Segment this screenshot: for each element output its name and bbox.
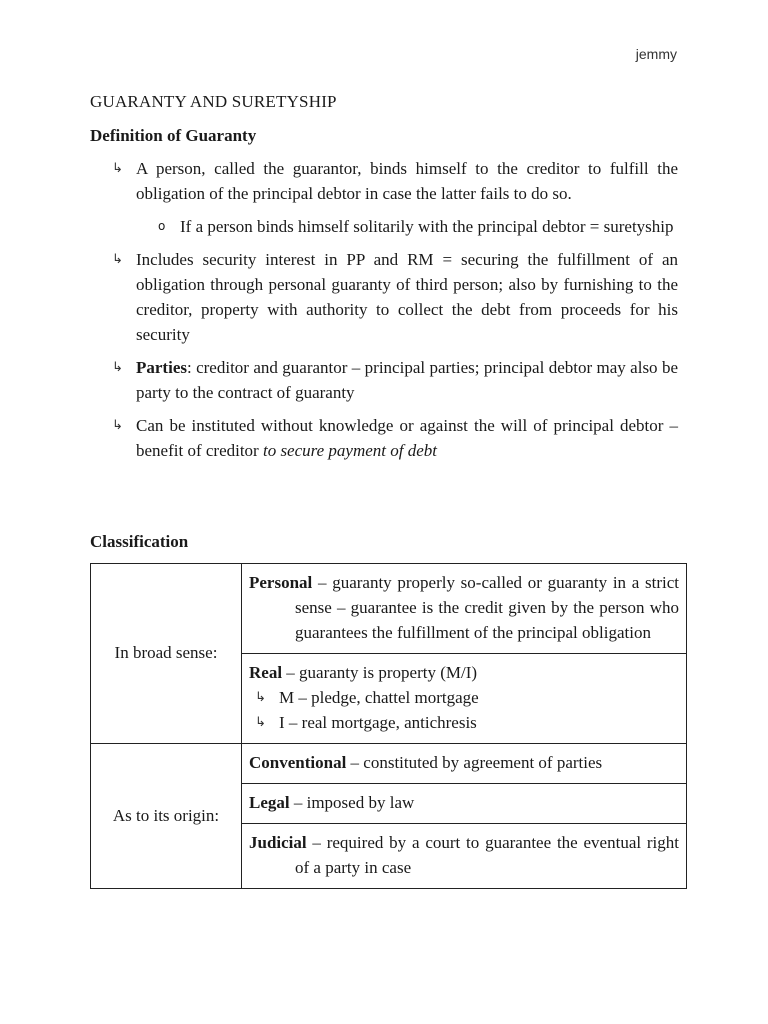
definition-list <box>112 156 678 471</box>
document-title: GUARANTY AND SURETYSHIP <box>90 92 337 111</box>
bullet-text: Includes security interest in PP and RM = securing the fulfillment of an obligation through personal guaranty of third person; also by furnishing to the creditor, property with authority to collect the debt from proceeds for his security <box>136 250 678 344</box>
list-item <box>112 247 678 347</box>
origin-label: As to its origin: <box>91 744 242 889</box>
conventional-desc: – constituted by agreement of parties <box>346 753 603 772</box>
emphasis-text: to secure payment of debt <box>262 441 438 460</box>
sub-list-item <box>158 214 678 239</box>
list-item <box>112 413 678 463</box>
parties-term: Parties <box>136 358 187 377</box>
curved-arrow-icon: ↳ <box>112 418 123 433</box>
classification-table <box>90 563 687 889</box>
bullet-text: Can be instituted without knowledge or against the will of principal debtor – benefit of creditor <box>136 416 678 460</box>
curved-arrow-icon: ↳ <box>255 715 266 730</box>
personal-cell <box>242 564 687 654</box>
circle-bullet-icon: o <box>158 219 166 233</box>
curved-arrow-icon: ↳ <box>112 360 123 375</box>
conventional-term: Conventional <box>249 753 347 772</box>
judicial-cell <box>242 824 687 889</box>
curved-arrow-icon: ↳ <box>255 690 266 705</box>
legal-desc: – imposed by law <box>289 793 415 812</box>
table-row <box>91 564 687 654</box>
list-item <box>112 156 678 206</box>
legal-cell <box>242 784 687 824</box>
legal-term: Legal <box>249 793 290 812</box>
real-term: Real <box>249 663 283 682</box>
real-m-text: M – pledge, chattel mortgage <box>279 688 479 707</box>
classification-heading: Classification <box>90 532 189 551</box>
personal-desc: – guaranty properly so-called or guaranty in a strict sense – guarantee is the credit given by the person who guarantees the fulfillment of the principal obligation <box>295 573 679 642</box>
bullet-text: A person, called the guarantor, binds himself to the creditor to fulfill the obligation of the principal debtor in case the latter fails to do so. <box>136 159 678 203</box>
broad-sense-label: In broad sense: <box>91 564 242 744</box>
judicial-term: Judicial <box>249 833 307 852</box>
list-item <box>112 355 678 405</box>
sub-bullet-text: If a person binds himself solitarily with the principal debtor = suretyship <box>180 217 674 236</box>
personal-term: Personal <box>249 573 313 592</box>
table-row <box>91 744 687 784</box>
real-i-text: I – real mortgage, antichresis <box>279 713 477 732</box>
curved-arrow-icon: ↳ <box>112 252 123 267</box>
header-author-name: jemmy <box>635 46 677 62</box>
definition-heading: Definition of Guaranty <box>90 126 257 145</box>
conventional-cell <box>242 744 687 784</box>
real-cell <box>242 654 687 744</box>
curved-arrow-icon: ↳ <box>112 161 123 176</box>
judicial-desc: – required by a court to guarantee the eventual right of a party in case <box>295 833 679 877</box>
bullet-text: : creditor and guarantor – principal parties; principal debtor may also be party to the contract of guaranty <box>136 358 678 402</box>
real-desc: – guaranty is property (M/I) <box>282 663 478 682</box>
